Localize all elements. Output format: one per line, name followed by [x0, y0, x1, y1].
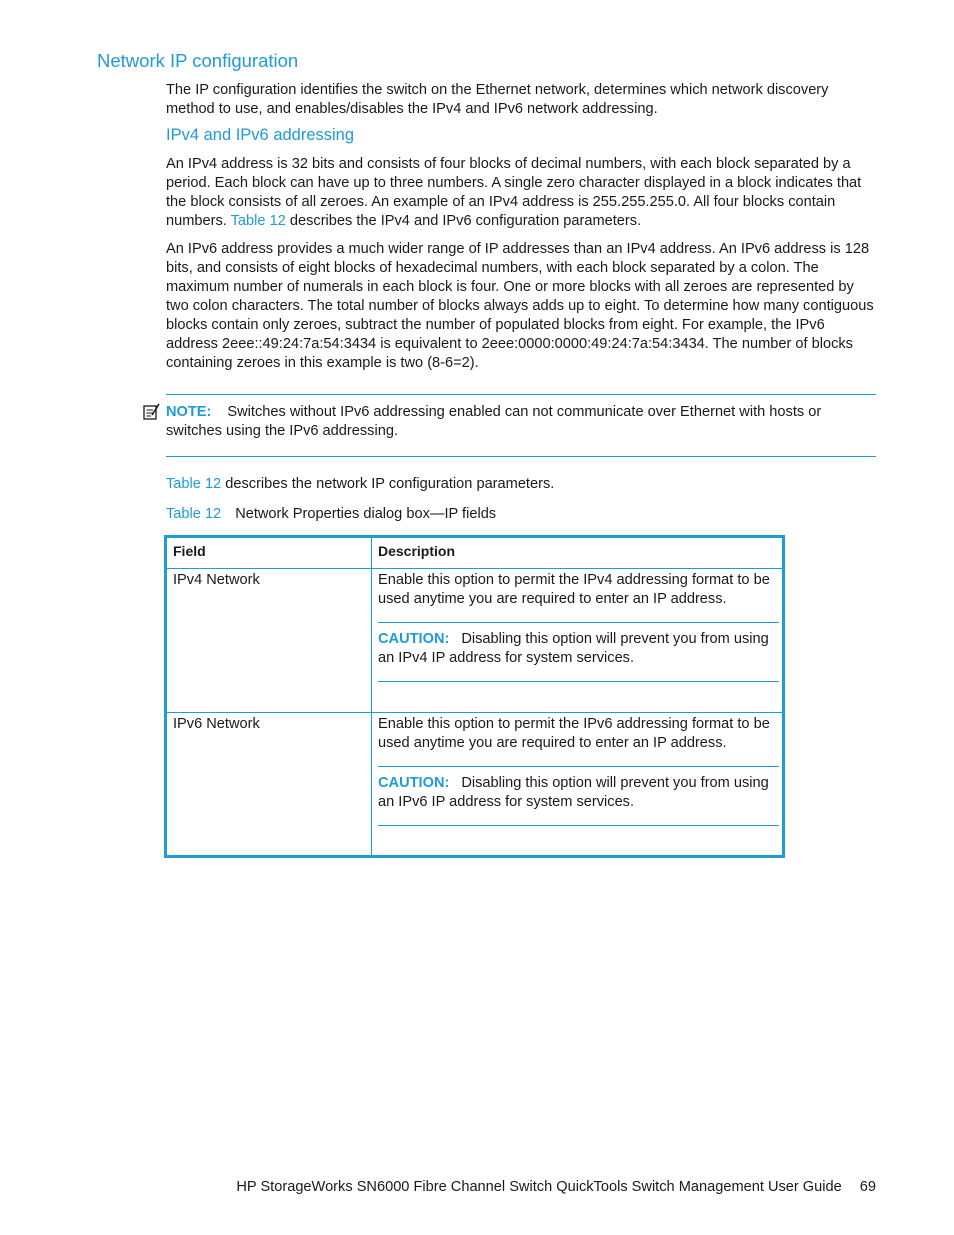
table-12-ref-link[interactable]: Table 12 [166, 476, 222, 492]
ip-fields-table [164, 535, 785, 858]
field-cell: IPv6 Network [166, 713, 372, 857]
table-caption [166, 506, 496, 522]
caution-text: Disabling this option will prevent you from using an IPv4 IP address for system services. [378, 631, 769, 666]
description-cell [372, 713, 784, 857]
caution-box [378, 622, 779, 682]
table-ref-text: describes the network IP configuration parameters. [221, 476, 555, 492]
note-text: Switches without IPv6 addressing enabled can not communicate over Ethernet with hosts or switches using the IPv6 addressing. [166, 404, 822, 439]
ipv4-paragraph-tail: describes the IPv4 and IPv6 configuration parameters. [285, 213, 642, 229]
footer-title: HP StorageWorks SN6000 Fibre Channel Switch QuickTools Switch Management User Guide [236, 1179, 842, 1195]
table-12-link[interactable]: Table 12 [230, 213, 286, 229]
subsection-title: IPv4 and IPv6 addressing [166, 126, 355, 144]
table-ref-paragraph [166, 475, 878, 494]
description-cell [372, 569, 784, 713]
caution-label: CAUTION: [378, 631, 450, 647]
section-title: Network IP configuration [97, 50, 299, 71]
note-icon [142, 403, 160, 421]
note-label: NOTE: [166, 404, 212, 420]
caution-text: Disabling this option will prevent you from using an IPv6 IP address for system services. [378, 775, 769, 810]
caution-label: CAUTION: [378, 775, 450, 791]
note-block [166, 403, 866, 441]
header-field: Field [166, 537, 372, 569]
description-text: Enable this option to permit the IPv4 addressing format to be used anytime you are required to enter an IP address. [378, 572, 770, 607]
table-row [166, 569, 784, 713]
note-top-rule [166, 394, 876, 395]
header-description: Description [372, 537, 784, 569]
table-header-row [166, 537, 784, 569]
description-text: Enable this option to permit the IPv6 addressing format to be used anytime you are required to enter an IP address. [378, 716, 770, 751]
table-caption-number: Table 12 [166, 506, 222, 522]
ipv4-paragraph [166, 155, 878, 231]
table-caption-text: Network Properties dialog box—IP fields [235, 506, 497, 522]
page-footer [236, 1179, 876, 1195]
ipv6-paragraph: An IPv6 address provides a much wider range of IP addresses than an IPv4 address. An IPv6 address is 128 bits, and consists of eight blocks of hexadecimal numbers, with each block separated by a colon. The maximum number of numerals in each block is four. One or more blocks with all zeroes are represented by two colon characters. The total number of blocks always adds up to eight. To determine how many contiguous blocks contain only zeroes, subtract the number of populated blocks from eight. For example, the IPv6 address 2eee::49:24:7a:54:3434 is equivalent to 2eee:0000:0000:49:24:7a:54:3434. The number of blocks containing zeroes in this example is two (8-6=2). [166, 241, 874, 371]
caution-box [378, 766, 779, 826]
field-cell: IPv4 Network [166, 569, 372, 713]
table-row [166, 713, 784, 857]
page-number: 69 [859, 1179, 876, 1195]
ipv4-paragraph-text: An IPv4 address is 32 bits and consists of four blocks of decimal numbers, with each block separated by a period. Each block can have up to three numbers. A single zero character displayed in a block indicates that the block consists of all zeroes. An example of an IPv4 address is 255.255.255.0. All four blocks contain numbers. [166, 156, 862, 229]
intro-paragraph: The IP configuration identifies the switch on the Ethernet network, determines which network discovery method to use, and enables/disables the IPv4 and IPv6 network addressing. [166, 82, 829, 117]
note-bottom-rule [166, 456, 876, 457]
